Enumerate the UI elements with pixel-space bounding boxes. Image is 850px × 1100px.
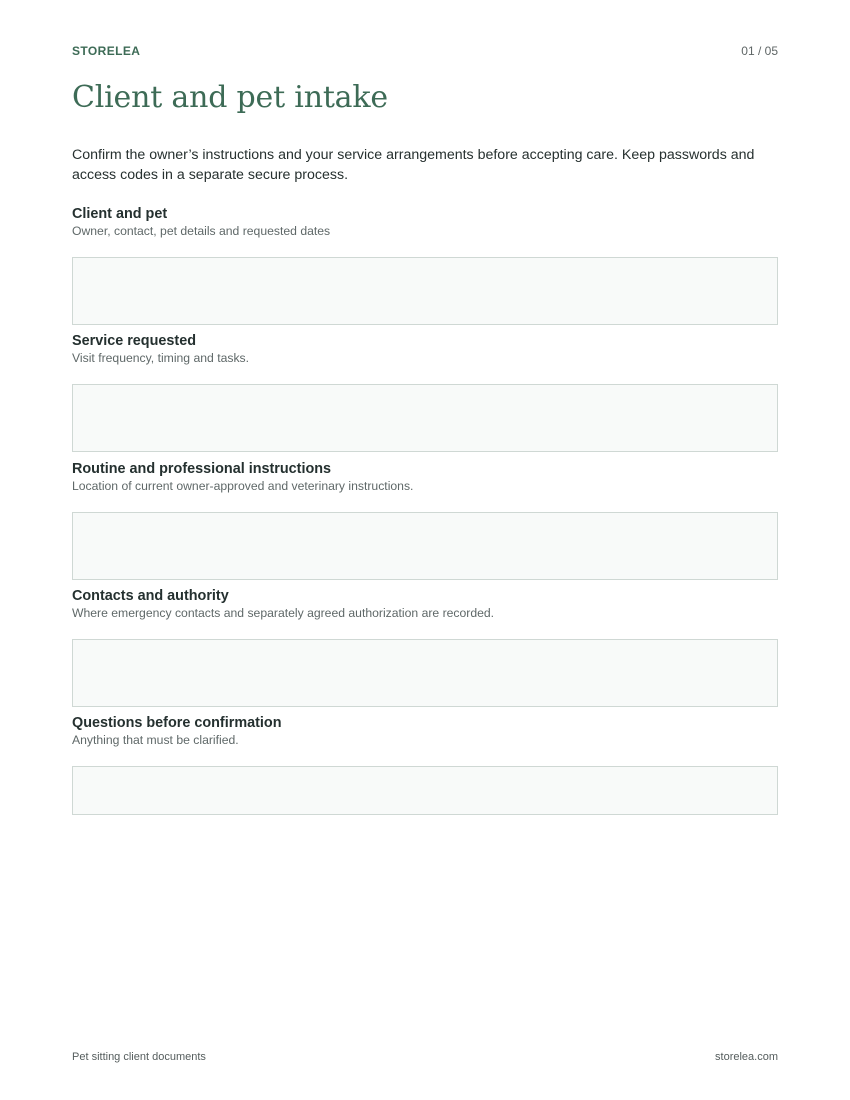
brand-name: STORELEA: [72, 44, 141, 58]
page-number: 01 / 05: [741, 44, 778, 58]
section-title: Routine and professional instructions: [72, 461, 332, 477]
section-questions-before-confirmation: [72, 714, 778, 748]
section-description: Anything that must be clarified.: [72, 733, 239, 747]
page-header: [72, 43, 778, 59]
section-description: Location of current owner-approved and veterinary instructions.: [72, 479, 414, 493]
section-routine-instructions: [72, 460, 778, 494]
page-title: Client and pet intake: [72, 80, 388, 115]
client-and-pet-field[interactable]: [72, 257, 778, 325]
contacts-and-authority-field[interactable]: [72, 639, 778, 707]
section-description: Owner, contact, pet details and requested dates: [72, 224, 331, 238]
footer-document-name: Pet sitting client documents: [72, 1051, 206, 1063]
service-requested-field[interactable]: [72, 384, 778, 452]
section-title: Client and pet: [72, 206, 168, 222]
footer-website: storelea.com: [715, 1051, 778, 1063]
section-title: Questions before confirmation: [72, 715, 282, 731]
section-title: Contacts and authority: [72, 588, 229, 604]
intro-paragraph: Confirm the owner’s instructions and your service arrangements before accepting care. Keep passwords and access codes in a separate secure process.: [72, 147, 755, 183]
section-service-requested: [72, 332, 778, 366]
section-description: Visit frequency, timing and tasks.: [72, 351, 250, 365]
section-client-and-pet: [72, 205, 778, 239]
section-description: Where emergency contacts and separately agreed authorization are recorded.: [72, 606, 495, 620]
section-contacts-and-authority: [72, 587, 778, 621]
routine-instructions-field[interactable]: [72, 512, 778, 580]
questions-field[interactable]: [72, 766, 778, 815]
page-footer: [72, 1050, 778, 1064]
section-title: Service requested: [72, 333, 196, 349]
